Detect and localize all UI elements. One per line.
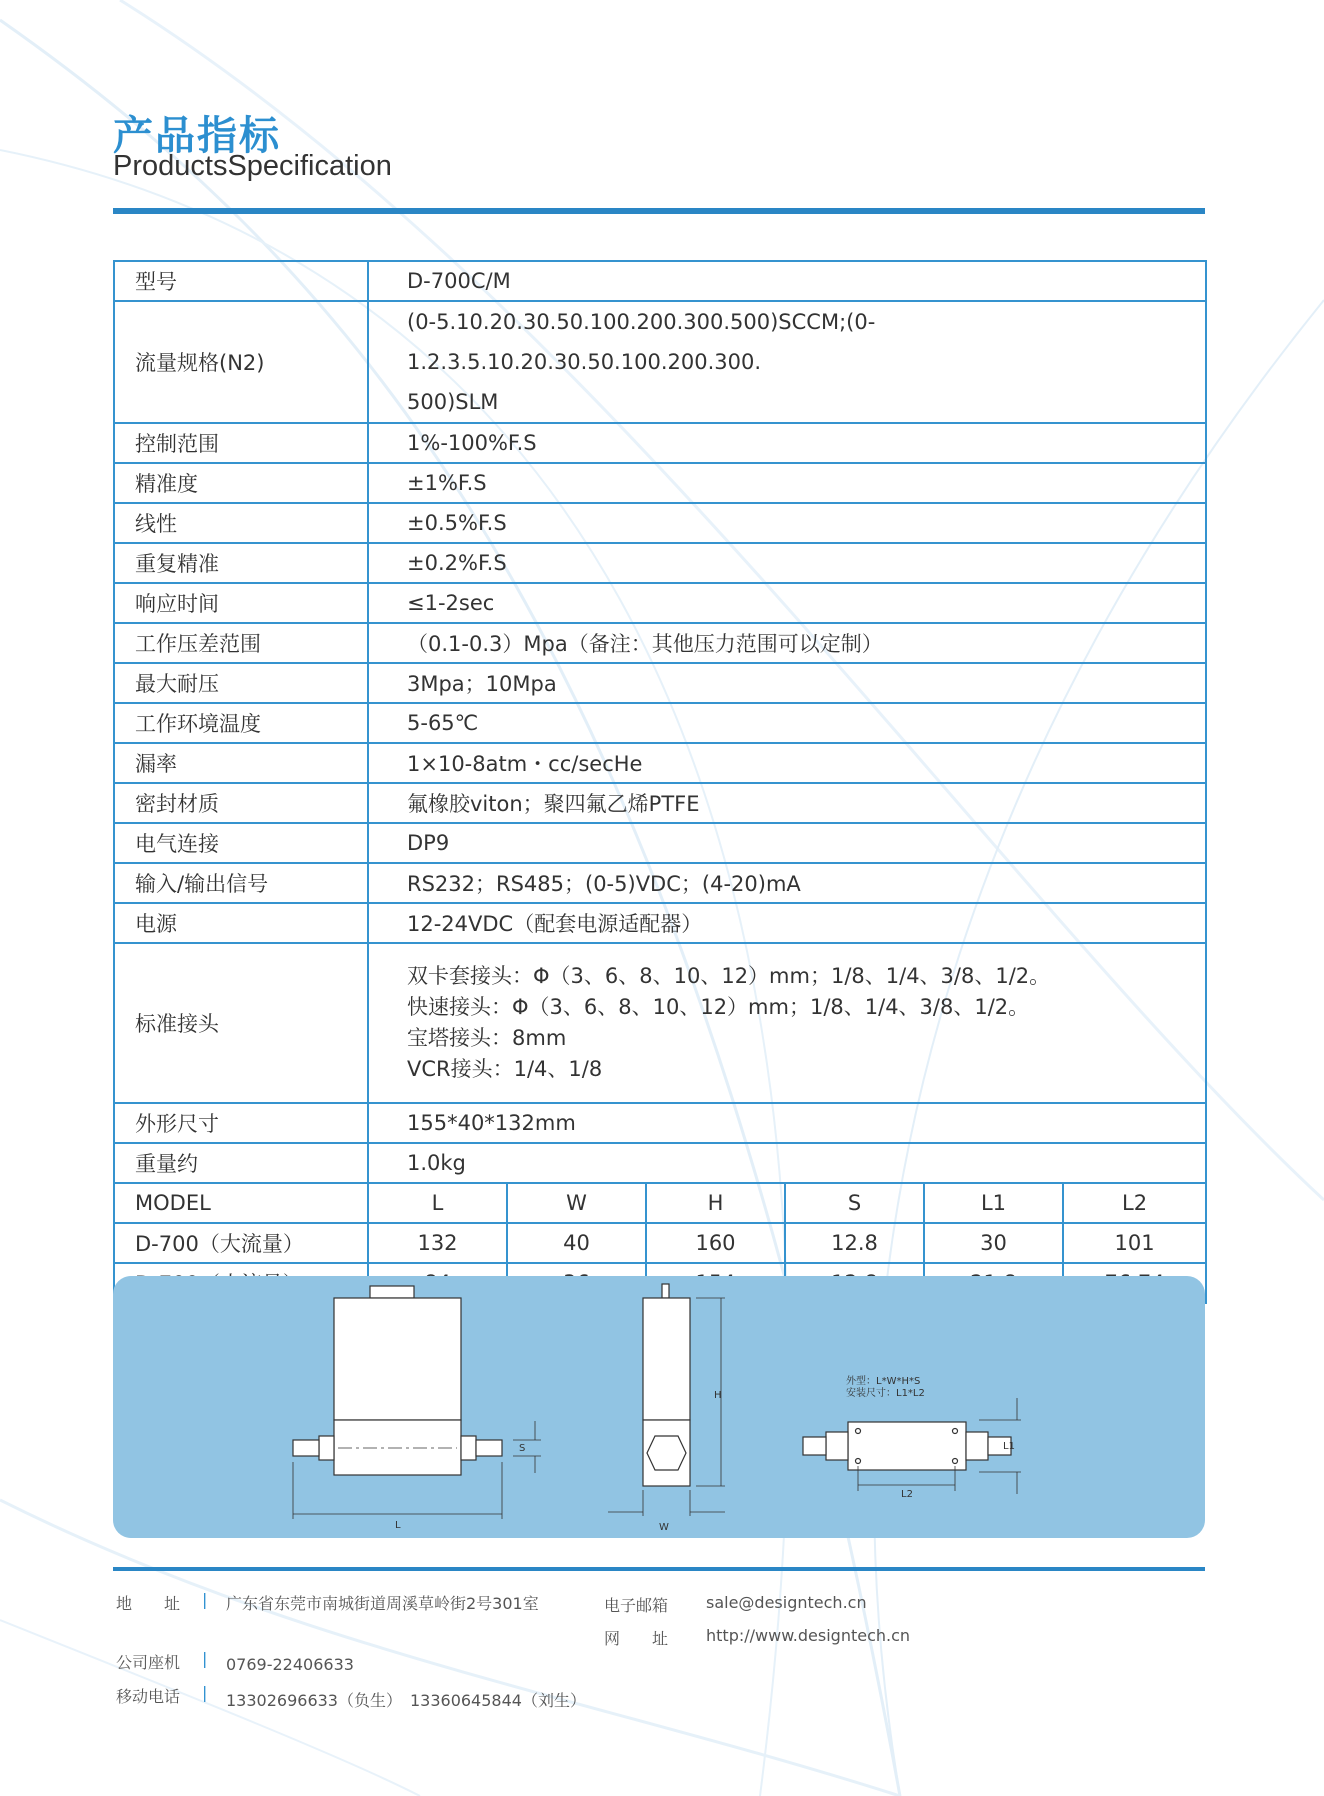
table-row <box>114 463 1206 503</box>
spec-value: 1×10-8atm・cc/secHe <box>368 743 1206 783</box>
mobile-label: 移动电话 <box>116 1687 181 1706</box>
bottom-view-drawing <box>803 1422 1011 1470</box>
spec-value-line: 500)SLM <box>407 390 499 414</box>
table-row <box>114 663 1206 703</box>
table-row <box>114 823 1206 863</box>
dimension-drawings <box>113 1276 1205 1538</box>
spec-value: DP9 <box>368 823 1206 863</box>
dimension-label-w: W <box>659 1522 669 1533</box>
dimension-label-s: S <box>519 1443 526 1454</box>
spec-value: 氟橡胶viton；聚四氟乙烯PTFE <box>368 783 1206 823</box>
spec-value <box>368 301 1206 423</box>
spec-table <box>113 260 1207 1304</box>
spec-value: RS232；RS485；(0-5)VDC；(4-20)mA <box>368 863 1206 903</box>
diagram-note-line2: 安装尺寸：L1*L2 <box>846 1388 925 1399</box>
spec-label: 密封材质 <box>114 783 368 823</box>
spec-value <box>368 943 1206 1103</box>
table-row <box>114 903 1206 943</box>
mobile-separator: | <box>202 1683 208 1702</box>
dims-header-l: L <box>368 1183 507 1223</box>
spec-value: D-700C/M <box>368 261 1206 301</box>
dims-cell: 101 <box>1063 1223 1206 1263</box>
table-row <box>114 583 1206 623</box>
spec-value: ±0.5%F.S <box>368 503 1206 543</box>
phone-label: 公司座机 <box>116 1653 181 1672</box>
dimension-diagram-panel <box>113 1276 1205 1538</box>
website-value[interactable]: http://www.designtech.cn <box>706 1626 911 1645</box>
spec-label: 流量规格(N2) <box>114 301 368 423</box>
page-subtitle: ProductsSpecification <box>113 150 392 182</box>
dims-header-model: MODEL <box>114 1183 368 1223</box>
header-divider <box>113 208 1205 214</box>
spec-label: 工作环境温度 <box>114 703 368 743</box>
spec-label: 标准接头 <box>114 943 368 1103</box>
spec-value-line: VCR接头：1/4、1/8 <box>407 1057 603 1081</box>
address-separator: | <box>202 1590 208 1609</box>
mobile-value: 13302696633（负生） 13360645844（刘生） <box>226 1691 586 1710</box>
spec-value-line: 双卡套接头：Φ（3、6、8、10、12）mm；1/8、1/4、3/8、1/2。 <box>407 964 1051 988</box>
spec-label: 电源 <box>114 903 368 943</box>
table-row <box>114 1143 1206 1183</box>
table-row <box>114 301 1206 423</box>
spec-label: 控制范围 <box>114 423 368 463</box>
table-row <box>114 703 1206 743</box>
dimension-label-l: L <box>395 1520 401 1531</box>
dims-header-h: H <box>646 1183 785 1223</box>
phone-value: 0769-22406633 <box>226 1655 354 1674</box>
spec-label: 型号 <box>114 261 368 301</box>
diagram-note-line1: 外型：L*W*H*S <box>846 1376 921 1387</box>
address-value: 广东省东莞市南城街道周溪草岭街2号301室 <box>226 1594 539 1613</box>
spec-value: 1.0kg <box>368 1143 1206 1183</box>
dims-cell: 12.8 <box>785 1223 924 1263</box>
spec-label: 最大耐压 <box>114 663 368 703</box>
spec-label: 输入/输出信号 <box>114 863 368 903</box>
spec-label: 外形尺寸 <box>114 1103 368 1143</box>
table-row <box>114 943 1206 1103</box>
spec-label: 精准度 <box>114 463 368 503</box>
spec-value: ±1%F.S <box>368 463 1206 503</box>
dims-cell: 132 <box>368 1223 507 1263</box>
spec-label: 响应时间 <box>114 583 368 623</box>
spec-label: 电气连接 <box>114 823 368 863</box>
spec-value: 3Mpa；10Mpa <box>368 663 1206 703</box>
spec-label: 重量约 <box>114 1143 368 1183</box>
website-label: 网 址 <box>604 1629 669 1648</box>
spec-value: ≤1-2sec <box>368 583 1206 623</box>
table-row <box>114 743 1206 783</box>
footer-divider <box>113 1567 1205 1571</box>
page-title: 产品指标 <box>113 113 281 159</box>
spec-value: ±0.2%F.S <box>368 543 1206 583</box>
table-row <box>114 783 1206 823</box>
table-row <box>114 503 1206 543</box>
spec-value: （0.1-0.3）Mpa（备注：其他压力范围可以定制） <box>368 623 1206 663</box>
spec-value: 5-65℃ <box>368 703 1206 743</box>
phone-separator: | <box>202 1649 208 1668</box>
dims-model: D-700（大流量） <box>114 1223 368 1263</box>
table-row <box>114 863 1206 903</box>
table-row <box>114 623 1206 663</box>
table-row <box>114 1223 1206 1263</box>
address-label: 地 址 <box>116 1594 181 1613</box>
table-row <box>114 1103 1206 1143</box>
spec-label: 漏率 <box>114 743 368 783</box>
dimension-label-l2: L2 <box>901 1489 913 1500</box>
email-value[interactable]: sale@designtech.cn <box>706 1593 867 1612</box>
dimension-label-l1: L1 <box>1003 1441 1015 1452</box>
dims-header-l1: L1 <box>924 1183 1063 1223</box>
dims-header-l2: L2 <box>1063 1183 1206 1223</box>
dims-cell: 40 <box>507 1223 646 1263</box>
spec-value: 155*40*132mm <box>368 1103 1206 1143</box>
dims-header-s: S <box>785 1183 924 1223</box>
dims-header-row <box>114 1183 1206 1223</box>
spec-label: 重复精准 <box>114 543 368 583</box>
dims-cell: 30 <box>924 1223 1063 1263</box>
spec-label: 工作压差范围 <box>114 623 368 663</box>
dims-header-w: W <box>507 1183 646 1223</box>
dimension-label-h: H <box>714 1390 722 1401</box>
side-view-drawing <box>643 1284 690 1486</box>
front-view-drawing <box>293 1286 502 1475</box>
spec-label: 线性 <box>114 503 368 543</box>
email-label: 电子邮箱 <box>604 1596 669 1615</box>
spec-value: 1%-100%F.S <box>368 423 1206 463</box>
dims-cell: 160 <box>646 1223 785 1263</box>
table-row <box>114 543 1206 583</box>
table-row <box>114 423 1206 463</box>
spec-value-line: (0-5.10.20.30.50.100.200.300.500)SCCM;(0-1.2.3.5.10.20.30.50.100.200.300. <box>407 310 876 374</box>
spec-value-line: 宝塔接头：8mm <box>407 1026 567 1050</box>
spec-value-line: 快速接头：Φ（3、6、8、10、12）mm；1/8、1/4、3/8、1/2。 <box>407 995 1030 1019</box>
table-row <box>114 261 1206 301</box>
spec-value: 12-24VDC（配套电源适配器） <box>368 903 1206 943</box>
